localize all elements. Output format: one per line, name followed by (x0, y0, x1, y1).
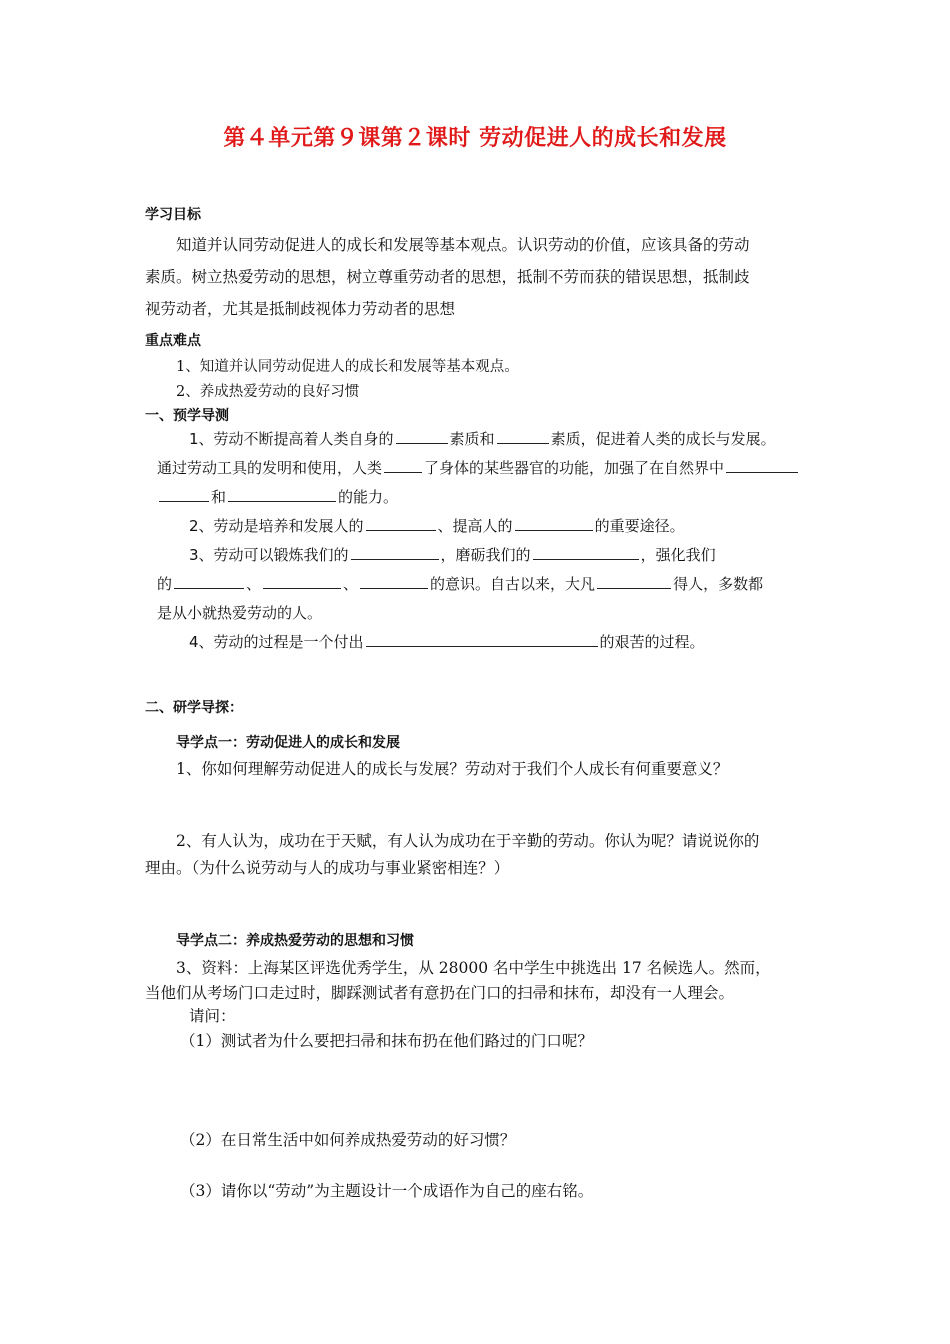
q2-text-c: 的重要途径。 (594, 517, 685, 535)
q3-text-h: 得人，多数都 (673, 575, 764, 593)
objectives-line-1: 知道并认同劳动促进人的成长和发展等基本观点。认识劳动的价值，应该具备的劳动 (176, 236, 750, 254)
q1-text-c: 素质，促进着人类的成长与发展。 (550, 430, 776, 448)
q1-text-a: 1、劳动不断提高着人类自身的 (189, 430, 394, 448)
q3-blank-5[interactable] (360, 574, 428, 589)
q1-text-e: 了身体的某些器官的功能，加强了在自然界中 (424, 459, 725, 477)
q2-blank-1[interactable] (366, 516, 436, 531)
point2-sub-question-3: （3）请你以“劳动”为主题设计一个成语作为自己的座右铭。 (180, 1182, 594, 1200)
preview-q1-line-2 (157, 457, 800, 478)
q2-blank-2[interactable] (515, 516, 593, 531)
q2-text-b: 、提高人的 (437, 517, 513, 535)
q1-blank-1[interactable] (396, 429, 448, 444)
point2-material-line-1: 3、资料：上海某区评选优秀学生，从 28000 名中学生中挑选出 17 名候选人。然而， (176, 959, 771, 977)
q1-blank-2[interactable] (497, 429, 549, 444)
preview-q3-line-1 (189, 544, 716, 565)
q1-blank-3[interactable] (384, 458, 422, 473)
q4-text-a: 4、劳动的过程是一个付出 (189, 633, 364, 651)
q3-text-d: 的 (157, 575, 173, 593)
q1-blank-6[interactable] (228, 487, 336, 502)
page-title: 第４单元第９课第２课时 劳动促进人的成长和发展 (223, 126, 727, 151)
key-points-heading: 重点难点 (145, 333, 201, 349)
point1-question-2-line-1: 2、有人认为，成功在于天赋，有人认为成功在于辛勤的劳动。你认为呢？请说说你的 (176, 832, 760, 850)
preview-q1-line-3 (157, 486, 398, 507)
point1-question-2-line-2: 理由。（为什么说劳动与人的成功与事业紧密相连？） (145, 859, 510, 877)
preview-q3-line-3: 是从小就热爱劳动的人。 (157, 604, 323, 622)
q3-blank-4[interactable] (263, 574, 341, 589)
preview-heading: 一、预学导测 (145, 408, 229, 424)
point1-heading: 导学点一：劳动促进人的成长和发展 (176, 735, 400, 751)
q3-blank-1[interactable] (351, 545, 439, 560)
q1-text-g: 的能力。 (338, 488, 399, 506)
q1-blank-5[interactable] (159, 487, 209, 502)
point2-material-line-2: 当他们从考场门口走过时，脚踩测试者有意扔在门口的扫帚和抹布，却没有一人理会。 (145, 984, 735, 1002)
q3-blank-2[interactable] (533, 545, 639, 560)
q1-text-d: 通过劳动工具的发明和使用，人类 (157, 459, 383, 477)
point2-ask: 请问： (189, 1007, 236, 1025)
q4-text-b: 的艰苦的过程。 (599, 633, 705, 651)
q1-blank-4[interactable] (726, 458, 798, 473)
q4-blank-1[interactable] (366, 632, 598, 647)
q3-text-g: 的意识。自古以来，大凡 (430, 575, 596, 593)
objectives-line-2: 素质。树立热爱劳动的思想，树立尊重劳动者的思想，抵制不劳而获的错误思想，抵制歧 (145, 268, 750, 286)
objectives-line-3: 视劳动者，尤其是抵制歧视体力劳动者的思想 (145, 300, 456, 318)
preview-q2 (189, 515, 685, 536)
q1-text-f: 和 (211, 488, 227, 506)
point2-sub-question-1: （1）测试者为什么要把扫帚和抹布扔在他们路过的门口呢？ (180, 1032, 593, 1050)
key-point-1: 1、知道并认同劳动促进人的成长和发展等基本观点。 (176, 359, 519, 375)
q3-text-c: ，强化我们 (640, 546, 716, 564)
point2-heading: 导学点二：养成热爱劳动的思想和习惯 (176, 933, 414, 949)
objectives-heading: 学习目标 (145, 207, 201, 223)
q2-text-a: 2、劳动是培养和发展人的 (189, 517, 364, 535)
q3-blank-6[interactable] (597, 574, 671, 589)
point1-question-1: 1、你如何理解劳动促进人的成长与发展？劳动对于我们个人成长有何重要意义？ (176, 760, 729, 778)
key-point-2: 2、养成热爱劳动的良好习惯 (176, 384, 360, 400)
q1-text-b: 素质和 (449, 430, 495, 448)
q3-text-b: ，磨砺我们的 (440, 546, 531, 564)
q3-text-f: 、 (343, 575, 359, 593)
preview-q4 (189, 631, 705, 652)
q3-blank-3[interactable] (174, 574, 244, 589)
research-heading: 二、研学导探： (145, 700, 243, 716)
point2-sub-question-2: （2）在日常生活中如何养成热爱劳动的好习惯？ (180, 1131, 516, 1149)
q3-text-a: 3、劳动可以锻炼我们的 (189, 546, 349, 564)
preview-q1-line-1 (189, 428, 776, 449)
preview-q3-line-2 (157, 573, 763, 594)
q3-text-e: 、 (246, 575, 262, 593)
